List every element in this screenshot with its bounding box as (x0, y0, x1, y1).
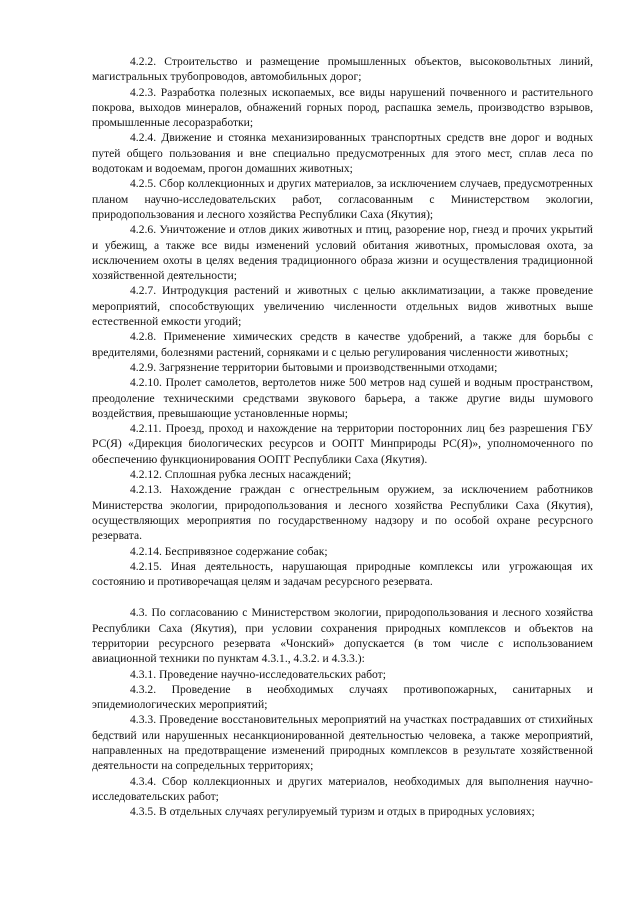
section-spacer (92, 589, 593, 605)
clause-4-3: 4.3. По согласованию с Министерством экологии, природопользования и лесного хозяйства Республики Саха (Якутия), при условии сохранения природных комплексов и объектов на территории ресурсного резервата «Чонский» допускается (в том числе с использованием авиационной техники по пунктам 4.3.1., 4.3.2. и 4.3.3.): (92, 606, 593, 666)
clause-4-2-12: 4.2.12. Сплошная рубка лесных насаждений; (130, 468, 352, 482)
clause-4-2-14: 4.2.14. Беспривязное содержание собак; (130, 544, 328, 558)
clause-4-2-13: 4.2.13. Нахождение граждан с огнестрельным оружием, за исключением работников Министерства экологии, природопользования и лесного хозяйства Республики Саха (Якутия), осуществляющих мероприятия по государственному надзору и по особой охране ресурсного резервата. (92, 483, 593, 543)
document-page (92, 54, 593, 820)
clause-4-2-15: 4.2.15. Иная деятельность, нарушающая природные комплексы или угрожающая их состоянию и противоречащая целям и задачам ресурсного резервата. (92, 559, 593, 589)
clause-4-2-11: 4.2.11. Проезд, проход и нахождение на территории посторонних лиц без разрешения ГБУ РС(Я) «Дирекция биологических ресурсов и ООПТ Минприроды РС(Я)», уполномоченного по обеспечению функционирования ООПТ Республики Саха (Якутия). (92, 422, 593, 466)
clause-4-2-6: 4.2.6. Уничтожение и отлов диких животных и птиц, разорение нор, гнезд и прочих укрытий и убежищ, а также все виды изменений условий обитания животных, промысловая охота, за исключением охоты в целях ведения традиционного образа жизни и осуществления традиционной хозяйственной деятельности; (92, 223, 593, 283)
clause-4-3-2: 4.3.2. Проведение в необходимых случаях противопожарных, санитарных и эпидемиологических мероприятий; (92, 682, 593, 712)
clause-4-2-8: 4.2.8. Применение химических средств в качестве удобрений, а также для борьбы с вредителями, болезнями растений, сорняками и с целью регулирования численности животных; (92, 330, 593, 359)
clause-4-2-10: 4.2.10. Пролет самолетов, вертолетов ниже 500 метров над сушей и водным пространством, преодоление техническими средствами звукового барьера, а также другие виды шумового воздействия, превышающие установленные нормы; (92, 376, 593, 420)
clause-4-3-3: 4.3.3. Проведение восстановительных мероприятий на участках пострадавших от стихийных бедствий или нарушенных несанкционированной деятельностью человека, а также мероприятий, направленных на предотвращение изменений природных комплексов в результате хозяйственной деятельности на сопредельных территориях; (92, 713, 593, 773)
clause-4-2-3: 4.2.3. Разработка полезных ископаемых, все виды нарушений почвенного и растительного покрова, выходов минералов, обнажений горных пород, распашка земель, производство взрывов, промышленные лесоразработки; (92, 85, 593, 130)
clause-4-2-2: 4.2.2. Строительство и размещение промышленных объектов, высоковольтных линий, магистральных трубопроводов, автомобильных дорог; (92, 55, 593, 84)
clause-4-2-9: 4.2.9. Загрязнение территории бытовыми и производственными отходами; (130, 360, 498, 374)
clause-4-2-5: 4.2.5. Сбор коллекционных и других материалов, за исключением случаев, предусмотренных планом научно-исследовательских работ, согласованным с Министерством экологии, природопользования и лесного хозяйства Республики Саха (Якутия); (92, 177, 593, 221)
clause-4-3-4: 4.3.4. Сбор коллекционных и других материалов, необходимых для выполнения научно-исследовательских работ; (92, 774, 593, 803)
clause-4-2-4: 4.2.4. Движение и стоянка механизированных транспортных средств вне дорог и водных путей общего пользования и вне специально предусмотренных для этого мест, сплав леса по водотокам и водоемам, прогон домашних животных; (92, 131, 593, 176)
clause-4-3-5: 4.3.5. В отдельных случаях регулируемый туризм и отдых в природных условиях; (130, 805, 535, 819)
clause-4-2-7: 4.2.7. Интродукция растений и животных с целью акклиматизации, а также проведение мероприятий, способствующих увеличению численности отдельных видов животных выше естественной емкости угодий; (92, 284, 593, 329)
clause-4-3-1: 4.3.1. Проведение научно-исследовательских работ; (130, 667, 386, 681)
